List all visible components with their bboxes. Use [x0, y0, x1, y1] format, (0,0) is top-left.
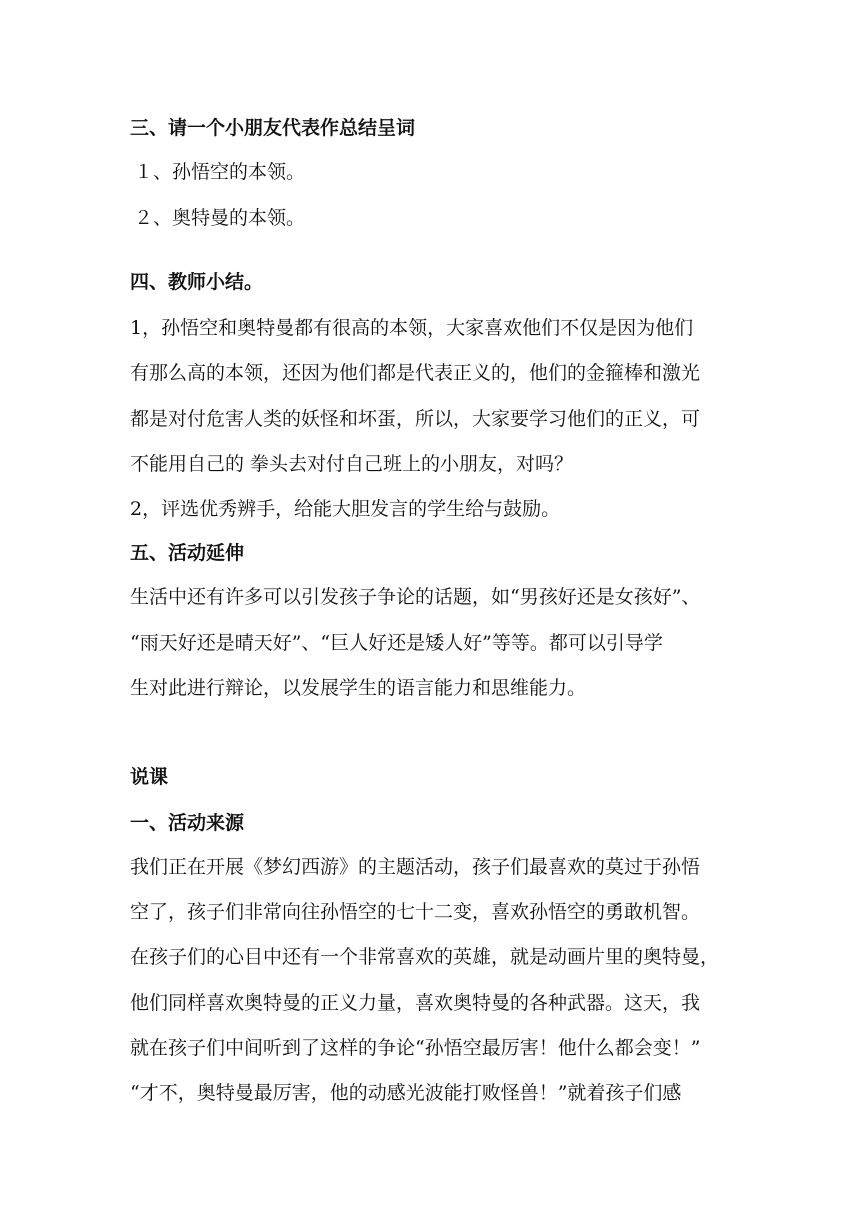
section3-item-2: ２、奥特曼的本领。 [134, 207, 306, 229]
lesson-line-2: 空了，孩子们非常向往孙悟空的七十二变，喜欢孙悟空的勇敢机智。 [130, 901, 701, 923]
section4-line-5: 2，评选优秀辨手，给能大胆发言的学生给与鼓励。 [130, 498, 561, 520]
section4-line-3: 都是对付危害人类的妖怪和坏蛋，所以，大家要学习他们的正义，可 [130, 408, 701, 430]
section5-line-2: “雨天好还是晴天好”、“巨人好还是矮人好”等等。都可以引导学 [130, 632, 663, 654]
lesson-title: 说课 [130, 766, 169, 788]
section3-heading: 三、请一个小朋友代表作总结呈词 [130, 117, 416, 139]
lesson-line-1: 我们正在开展《梦幻西游》的主题活动，孩子们最喜欢的莫过于孙悟 [130, 856, 701, 878]
lesson-line-6: “才不，奥特曼最厉害，他的动感光波能打败怪兽！”就着孩子们感 [130, 1082, 682, 1104]
section5-heading: 五、活动延伸 [130, 542, 245, 564]
section4-line-1: 1，孙悟空和奥特曼都有很高的本领，大家喜欢他们不仅是因为他们 [130, 317, 694, 339]
lesson-line-5: 就在孩子们中间听到了这样的争论“孙悟空最厉害！他什么都会变！” [130, 1037, 701, 1059]
section5-line-1: 生活中还有许多可以引发孩子争论的话题，如“男孩好还是女孩好”、 [130, 586, 701, 608]
section3-item-1: １、孙悟空的本领。 [134, 161, 306, 183]
lesson-line-3: 在孩子们的心目中还有一个非常喜欢的英雄，就是动画片里的奥特曼， [130, 946, 720, 968]
section4-line-2: 有那么高的本领，还因为他们都是代表正义的，他们的金箍棒和激光 [130, 362, 701, 384]
section5-line-3: 生对此进行辩论，以发展学生的语言能力和思维能力。 [130, 677, 587, 699]
section4-line-4: 不能用自己的 拳头去对付自己班上的小朋友，对吗？ [130, 453, 574, 475]
lesson-section1-heading: 一、活动来源 [130, 812, 245, 834]
lesson-line-4: 他们同样喜欢奥特曼的正义力量，喜欢奥特曼的各种武器。这天，我 [130, 992, 701, 1014]
section4-heading: 四、教师小结。 [130, 271, 264, 293]
